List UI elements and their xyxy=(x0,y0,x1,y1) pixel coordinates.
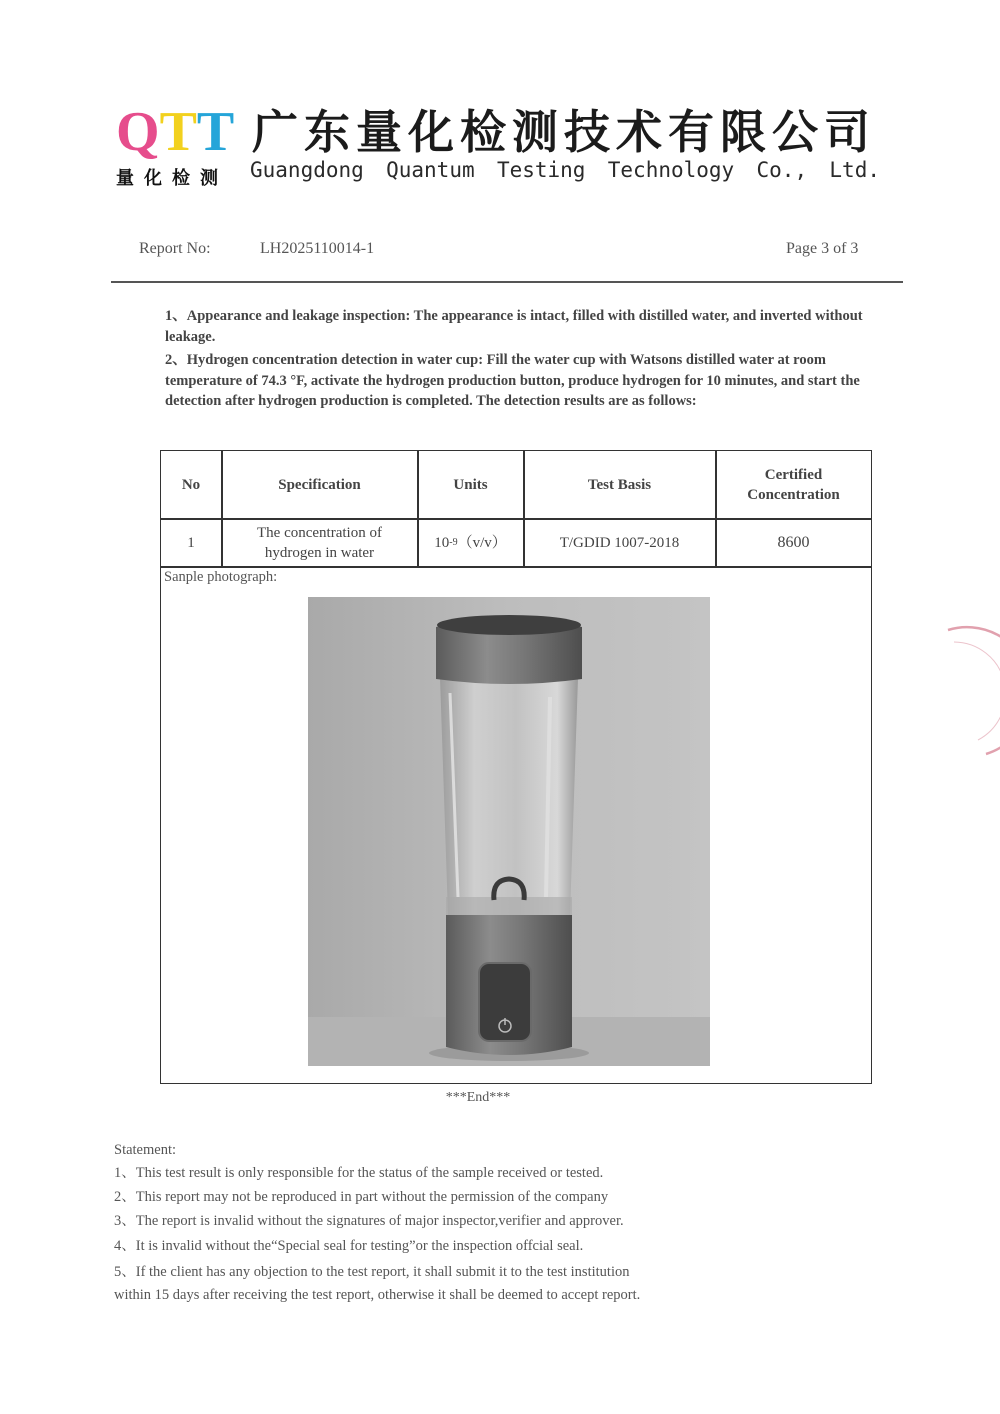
units-suffix: （v/v） xyxy=(457,534,507,551)
cup-lid-top xyxy=(437,615,581,635)
seal-inner-ring xyxy=(954,642,1000,740)
company-word: Ltd. xyxy=(829,158,880,182)
header-specification: Specification xyxy=(278,476,361,493)
logo-chinese-caption: 量化检测 xyxy=(116,168,228,189)
row-spec-line1: The concentration of xyxy=(257,524,382,541)
header-no: No xyxy=(181,476,201,493)
header-units: Units xyxy=(453,476,488,493)
hydrogen-water-cup xyxy=(429,615,589,1061)
header-concentration-line2: Concentration xyxy=(747,486,840,503)
logo-letter-q: Q xyxy=(116,101,160,163)
header-test-basis: Test Basis xyxy=(587,476,652,493)
company-word: Technology xyxy=(607,158,735,182)
company-word: Guangdong xyxy=(250,158,364,182)
report-no-value: LH2025110014-1 xyxy=(260,240,375,257)
statement-item: 1、This test result is only responsible for the status of the sample received or tested. xyxy=(114,1165,604,1181)
row-spec-line2: hydrogen in water xyxy=(264,544,375,561)
logo-letter-t2: T xyxy=(196,101,235,163)
cup-water-line xyxy=(446,897,572,915)
statement-item: 5、If the client has any objection to the test report, it shall submit it to the test institution xyxy=(114,1264,630,1280)
company-name-english xyxy=(250,158,880,182)
page-indicator: Page 3 of 3 xyxy=(786,240,859,257)
row-units xyxy=(418,519,523,566)
statement-item: 3、The report is invalid without the signatures of major inspector,verifier and approver. xyxy=(114,1213,624,1229)
sample-photograph-label: Sanple photograph: xyxy=(164,569,278,585)
company-word: Quantum xyxy=(386,158,475,182)
company-name-chinese: 广东量化检测技术有限公司 xyxy=(252,105,876,159)
end-marker: ***End*** xyxy=(445,1090,511,1105)
row-specification xyxy=(222,519,417,566)
header-certified-concentration xyxy=(716,451,871,518)
sample-photograph xyxy=(308,597,710,1066)
company-word: Testing xyxy=(496,158,586,182)
official-seal xyxy=(928,622,1000,762)
inspection-paragraph-2: 2、Hydrogen concentration detection in water cup: Fill the water cup with Watsons distilled water at room temperature of 74.3 °F, activate the hydrogen production button, produce hydrogen for 10 minutes, and start the detection after hydrogen production is completed. The detection results are as follows: xyxy=(165,352,860,409)
report-no-label: Report No: xyxy=(139,240,211,257)
statement-item: 2、This report may not be reproduced in part without the permission of the company xyxy=(114,1189,609,1205)
header-divider xyxy=(111,281,903,283)
row-no: 1 xyxy=(187,534,195,551)
row-concentration: 8600 xyxy=(777,533,810,551)
statement-item: within 15 days after receiving the test report, otherwise it shall be deemed to accept report. xyxy=(114,1287,641,1303)
company-logo xyxy=(116,101,244,164)
units-base: 10 xyxy=(434,534,450,551)
logo-letter-t1: T xyxy=(159,101,197,163)
row-test-basis: T/GDID 1007-2018 xyxy=(559,534,680,551)
table-row-divider xyxy=(161,566,871,568)
header-concentration-line1: Certified xyxy=(764,466,823,483)
statement-item: 4、It is invalid without the“Special seal for testing”or the inspection offcial seal. xyxy=(114,1238,584,1254)
company-word: Co., xyxy=(756,158,808,182)
units-exponent: -9 xyxy=(449,536,458,548)
control-panel xyxy=(479,963,531,1041)
statement-title: Statement: xyxy=(114,1142,177,1158)
inspection-paragraph-1: 1、Appearance and leakage inspection: The appearance is intact, filled with distilled water, and inverted without leakage. xyxy=(165,308,863,345)
